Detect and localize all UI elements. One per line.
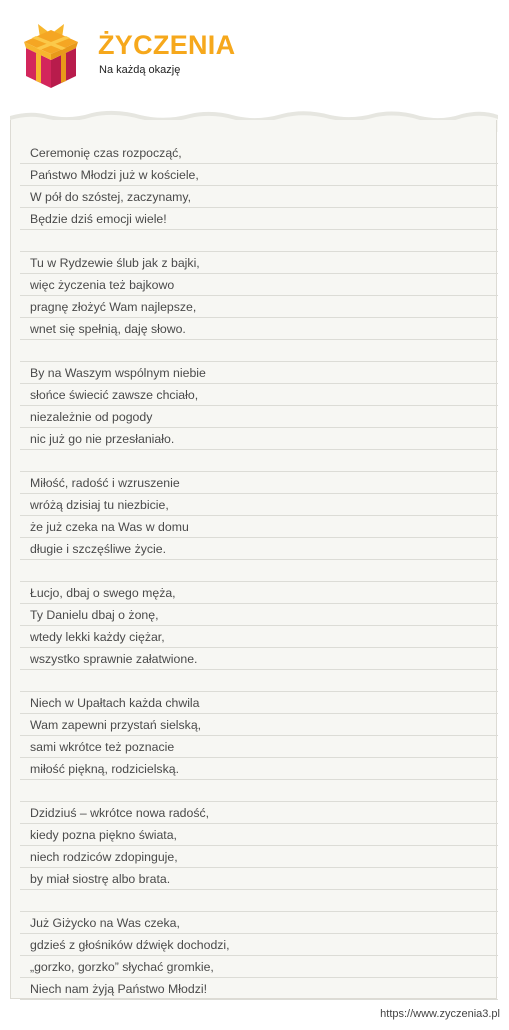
poem-line: Dzidziuś – wkrótce nowa radość,	[20, 802, 498, 824]
poem-line	[20, 340, 498, 362]
poem-line	[20, 890, 498, 912]
poem-line: wtedy lekki każdy ciężar,	[20, 626, 498, 648]
poem-line: słońce świecić zawsze chciało,	[20, 384, 498, 406]
poem-line: niezależnie od pogody	[20, 406, 498, 428]
footer-url[interactable]: https://www.zyczenia3.pl	[380, 1008, 500, 1020]
poem-line: Już Giżycko na Was czeka,	[20, 912, 498, 934]
poem-line: nic już go nie przesłaniało.	[20, 428, 498, 450]
poem-line: wszystko sprawnie załatwione.	[20, 648, 498, 670]
poem-line: gdzieś z głośników dźwięk dochodzi,	[20, 934, 498, 956]
poem-line: Ceremonię czas rozpocząć,	[20, 142, 498, 164]
poem-line: Niech w Upałtach każda chwila	[20, 692, 498, 714]
poem-line: Miłość, radość i wzruszenie	[20, 472, 498, 494]
poem-line	[20, 780, 498, 802]
poem-line: więc życzenia też bajkowo	[20, 274, 498, 296]
poem-line: Państwo Młodzi już w kościele,	[20, 164, 498, 186]
poem-line: By na Waszym wspólnym niebie	[20, 362, 498, 384]
poem-line	[20, 450, 498, 472]
poem-line: Ty Danielu dbaj o żonę,	[20, 604, 498, 626]
poem-line: miłość piękną, rodzicielską.	[20, 758, 498, 780]
gift-box-icon[interactable]	[22, 20, 80, 90]
poem-line: pragnę złożyć Wam najlepsze,	[20, 296, 498, 318]
poem-line: Wam zapewni przystań sielską,	[20, 714, 498, 736]
poem-line: wnet się spełnią, daję słowo.	[20, 318, 498, 340]
poem-line: by miał siostrę albo brata.	[20, 868, 498, 890]
poem-line: długie i szczęśliwe życie.	[20, 538, 498, 560]
poem-line: niech rodziców zdopinguje,	[20, 846, 498, 868]
poem-line: Łucjo, dbaj o swego męża,	[20, 582, 498, 604]
poem-line	[20, 560, 498, 582]
poem-line: kiedy pozna piękno świata,	[20, 824, 498, 846]
poem-line: Będzie dziś emocji wiele!	[20, 208, 498, 230]
poem-line: że już czeka na Was w domu	[20, 516, 498, 538]
header	[0, 0, 509, 100]
poem-line	[20, 670, 498, 692]
poem-line: sami wkrótce też poznacie	[20, 736, 498, 758]
poem-line: wróżą dzisiaj tu niezbicie,	[20, 494, 498, 516]
poem-line: W pół do szóstej, zaczynamy,	[20, 186, 498, 208]
poem-line: „gorzko, gorzko” słychać gromkie,	[20, 956, 498, 978]
poem-line	[20, 230, 498, 252]
poem-line: Tu w Rydzewie ślub jak z bajki,	[20, 252, 498, 274]
brand-tagline: Na każdą okazję	[99, 64, 181, 76]
poem-line: Niech nam żyją Państwo Młodzi!	[20, 978, 498, 1000]
poem-lines	[20, 142, 498, 1000]
brand-title[interactable]: ŻYCZENIA	[98, 30, 236, 60]
